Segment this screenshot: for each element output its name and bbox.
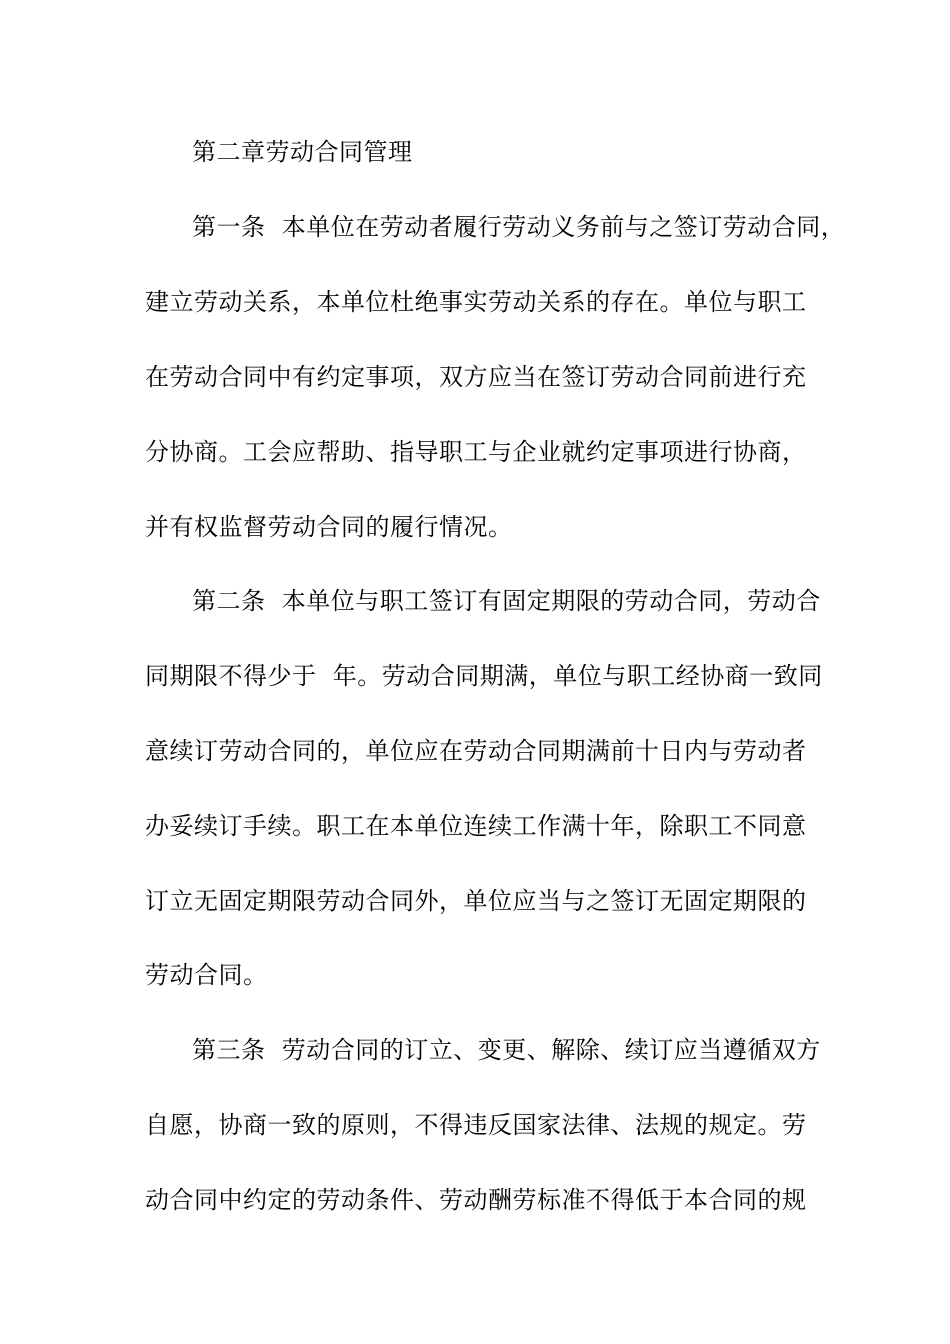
paragraph-line: 分协商。工会应帮助、指导职工与企业就约定事项进行协商， [145,438,807,466]
chapter-heading: 第二章劳动合同管理 [192,138,413,166]
paragraph-line: 动合同中约定的劳动条件、劳动酬劳标准不得低于本合同的规 [145,1186,807,1214]
paragraph-line: 第一条 本单位在劳动者履行劳动义务前与之签订劳动合同， [192,213,846,241]
paragraph-line: 建立劳动关系，本单位杜绝事实劳动关系的存在。单位与职工 [145,288,807,316]
paragraph-line: 第三条 劳动合同的订立、变更、解除、续订应当遵循双方 [192,1036,821,1064]
paragraph-line: 第二条 本单位与职工签订有固定期限的劳动合同，劳动合 [192,587,821,615]
paragraph-line: 办妥续订手续。职工在本单位连续工作满十年，除职工不同意 [145,812,807,840]
paragraph-line: 在劳动合同中有约定事项，双方应当在签订劳动合同前进行充 [145,363,807,391]
paragraph-line: 自愿，协商一致的原则，不得违反国家法律、法规的规定。劳 [145,1111,807,1139]
paragraph-line: 订立无固定期限劳动合同外，单位应当与之签订无固定期限的 [145,887,807,915]
paragraph-line: 劳动合同。 [145,961,268,989]
paragraph-line: 并有权监督劳动合同的履行情况。 [145,513,513,541]
paragraph-line: 意续订劳动合同的，单位应在劳动合同期满前十日内与劳动者 [145,737,807,765]
paragraph-line: 同期限不得少于 年。劳动合同期满，单位与职工经协商一致同 [145,662,823,690]
